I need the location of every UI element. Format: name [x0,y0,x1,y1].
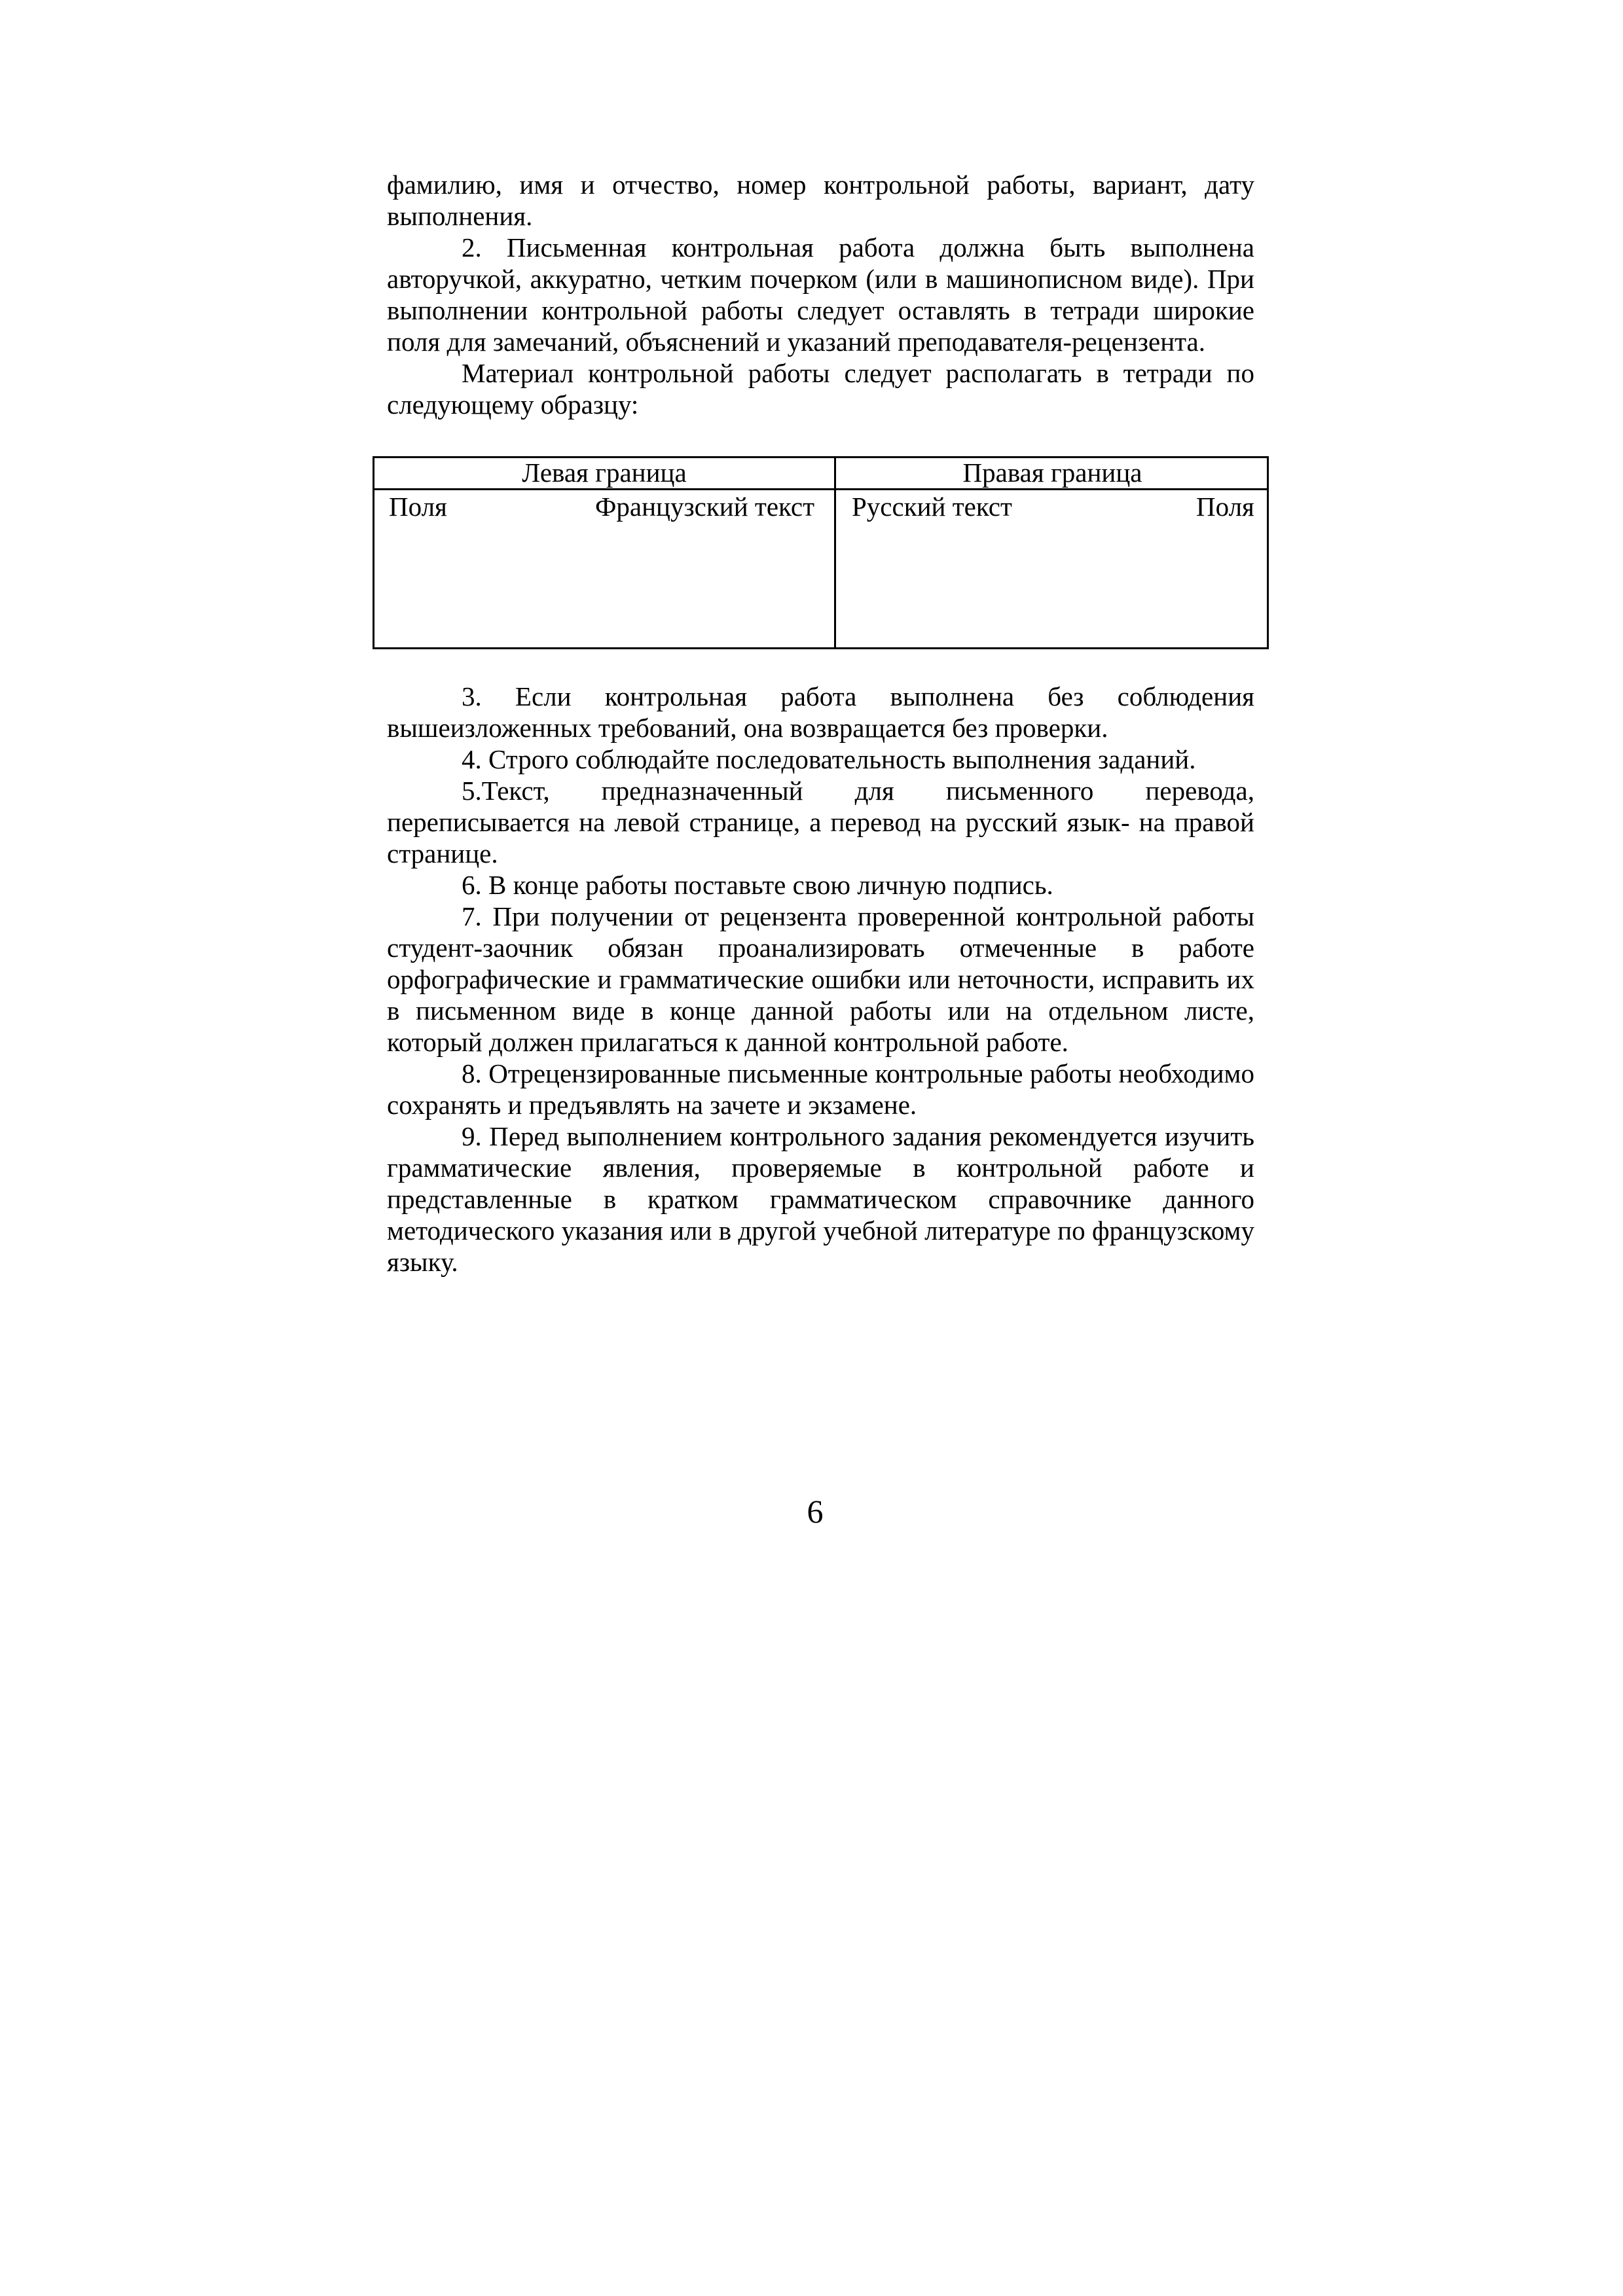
item-9-paragraph: 9. Перед выполнением контрольного задания рекомендуется изучить грамматические явления, проверяемые в контрольной работе и представленные в кратком грамматическом справочнике данного методического указания или в другой учебной литературе по французскому языку. [387,1121,1254,1277]
item-6-paragraph: 6. В конце работы поставьте свою личную подпись. [462,870,1053,900]
french-text-label: Французский текст [595,492,815,522]
right-border-header: Правая граница [962,457,1142,488]
rules-section [387,681,1254,1278]
notebook-layout-table [373,456,1269,649]
item-7-paragraph: 7. При получении от рецензента проверенной контрольной работы студент-заочник обязан проанализировать отмеченные в работе орфографические и грамматические ошибки или неточности, исправить их в письменном виде в конце данной работы или на отдельном листе, который должен прилагаться к данной контрольной работе. [387,901,1254,1057]
item-3-paragraph: 3. Если контрольная работа выполнена без соблюдения вышеизложенных требований, она возвращается без проверки. [387,681,1254,743]
continuation-paragraph: фамилию, имя и отчество, номер контрольной работы, вариант, дату выполнения. [387,170,1254,231]
material-paragraph: Материал контрольной работы следует располагать в тетради по следующему образцу: [387,358,1254,420]
item-8-paragraph: 8. Отрецензированные письменные контрольные работы необходимо сохранять и предъявлять на зачете и экзамене. [387,1058,1254,1120]
right-margin-label: Поля [1196,492,1254,522]
item-5-paragraph: 5.Текст, предназначенный для письменного перевода, переписывается на левой странице, а перевод на русский язык- на правой странице. [387,776,1254,869]
intro-section [387,169,1254,420]
russian-text-label: Русский текст [852,492,1012,522]
table-header-divider [374,488,1267,490]
item-4-paragraph: 4. Строго соблюдайте последовательность выполнения заданий. [462,744,1196,774]
page-number: 6 [807,1493,824,1530]
left-border-header: Левая граница [522,457,687,488]
item-2-paragraph: 2. Письменная контрольная работа должна быть выполнена авторучкой, аккуратно, четким почерком (или в машинописном виде). При выполнении контрольной работы следует оставлять в тетради широкие поля для замечаний, объяснений и указаний преподавателя-рецензента. [387,232,1254,357]
left-margin-label: Поля [389,492,447,522]
